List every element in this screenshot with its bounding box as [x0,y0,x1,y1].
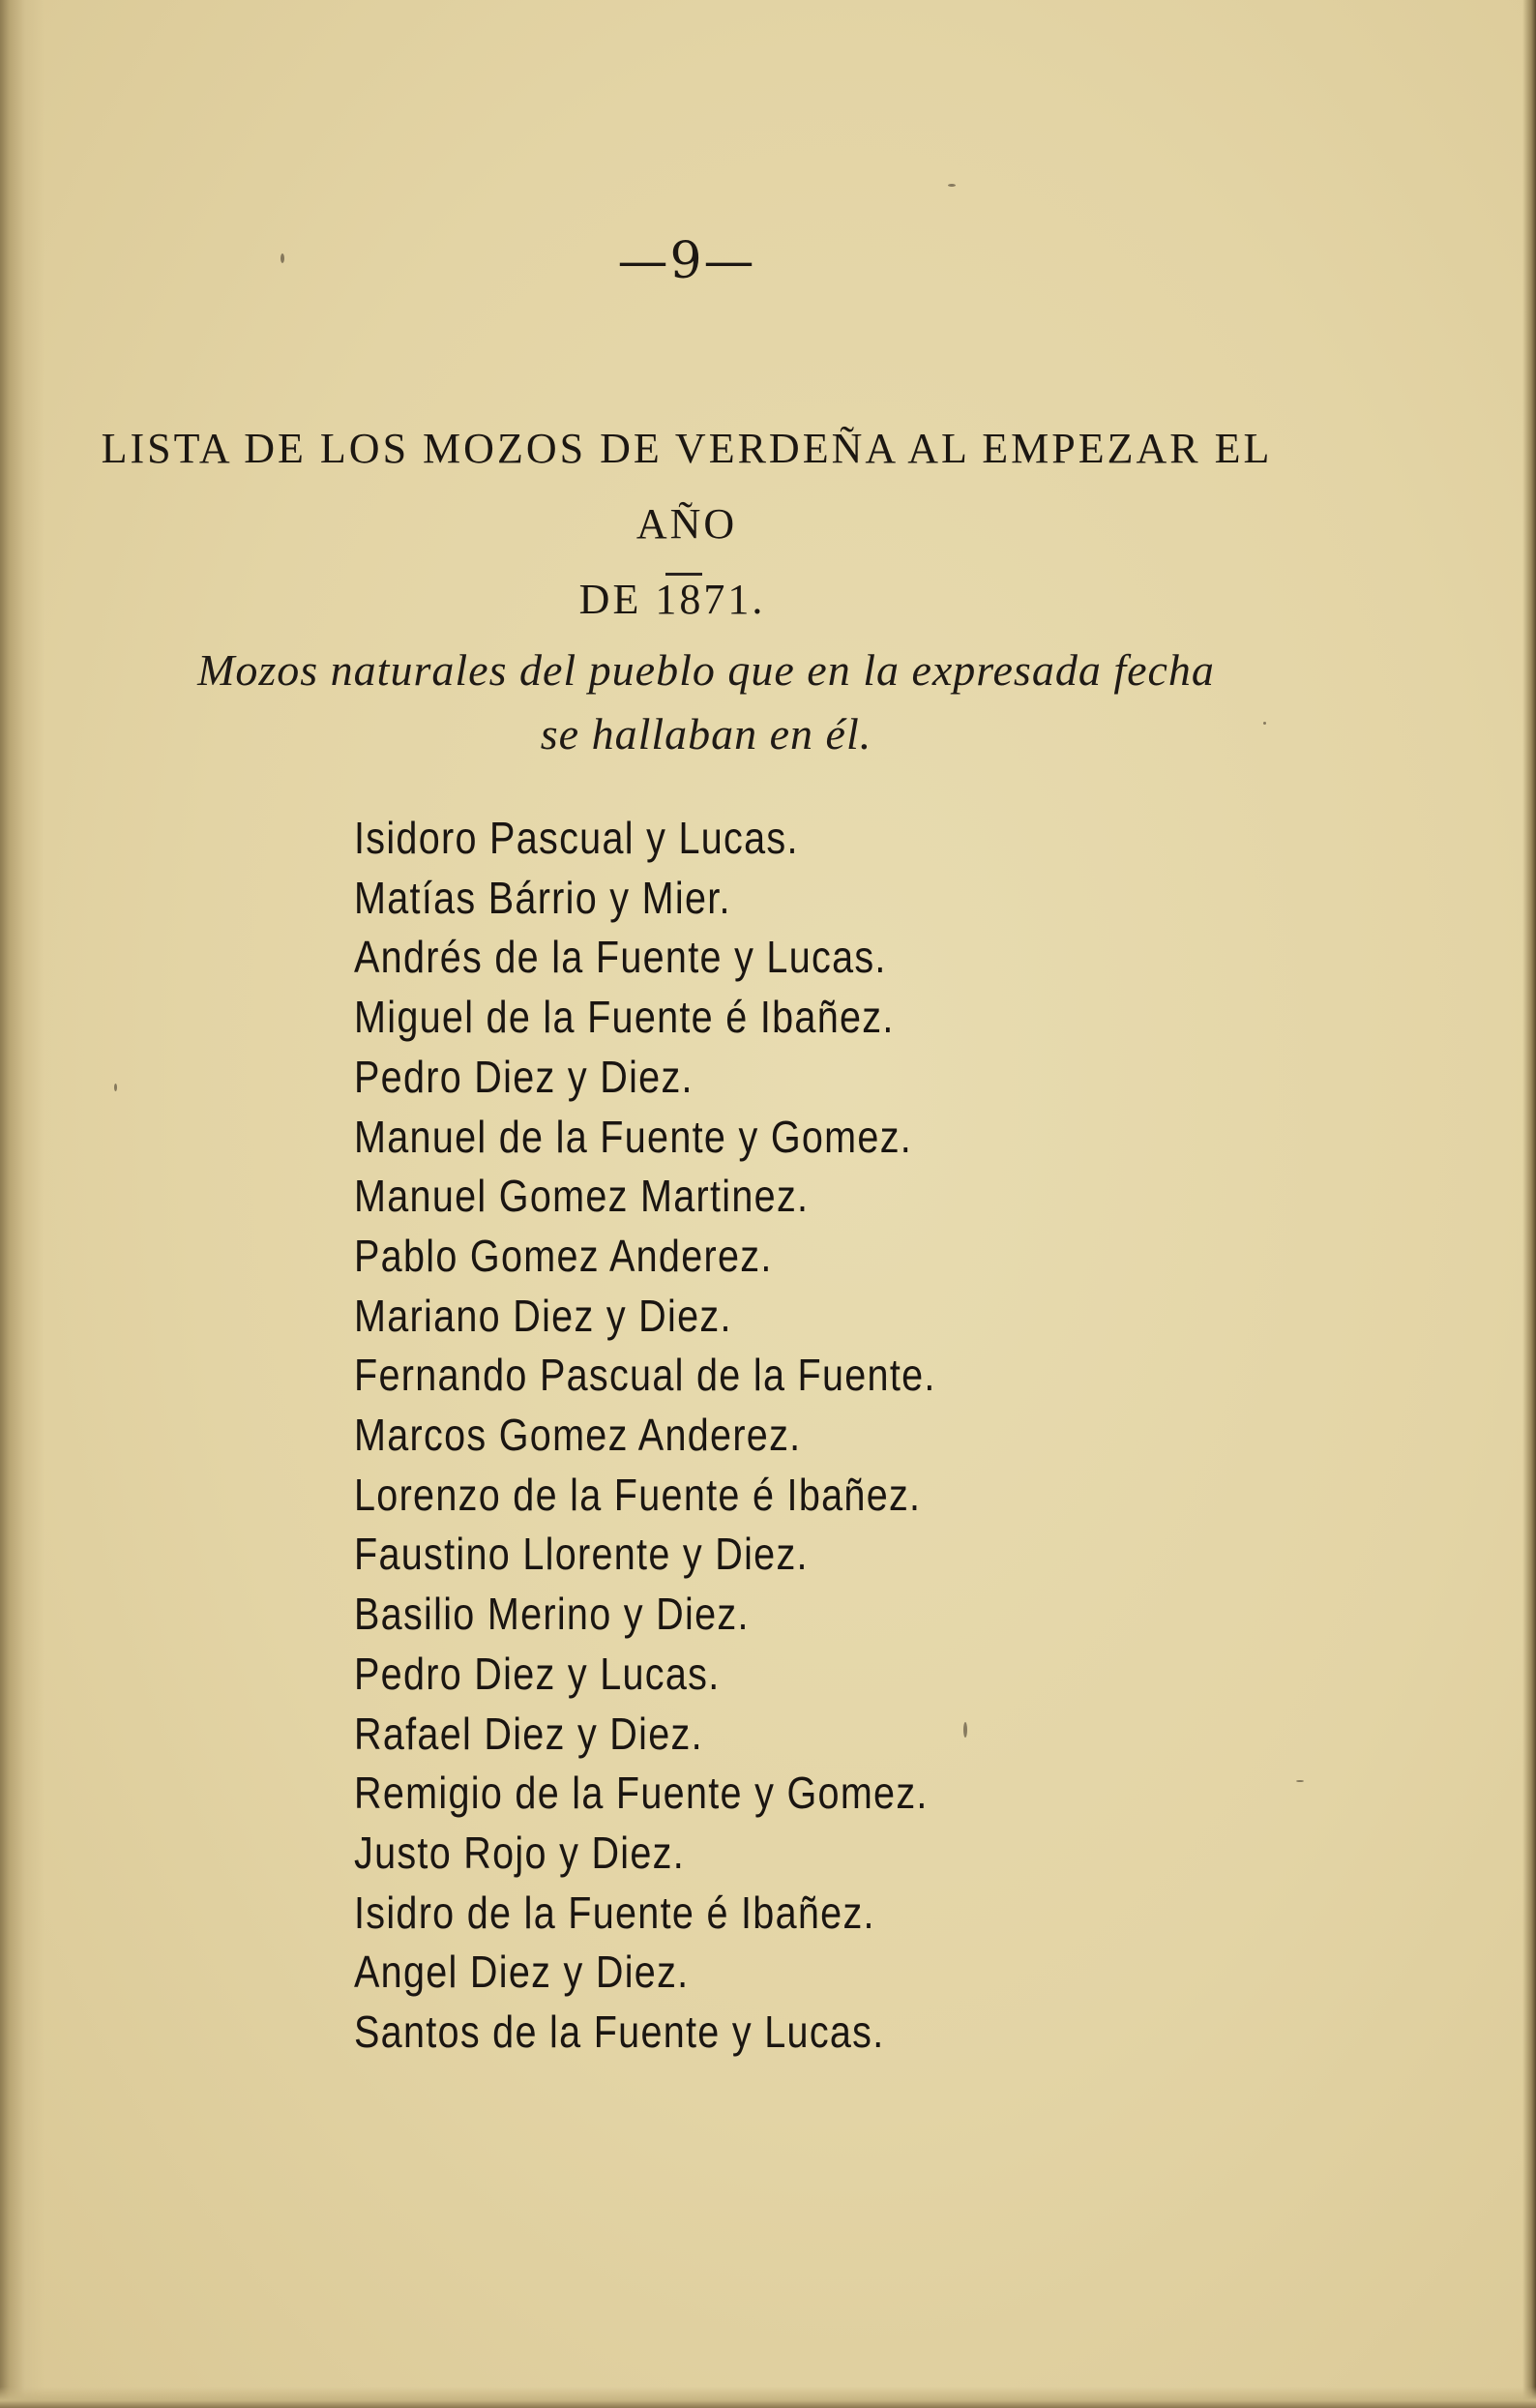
list-item: Basilio Merino y Diez. [354,1589,750,1640]
list-item: Isidoro Pascual y Lucas. [354,813,799,863]
section-rule [665,573,702,576]
list-item: Manuel Gomez Martinez. [354,1171,810,1222]
list-item: Isidro de la Fuente é Ibañez. [354,1887,875,1938]
page-number: —9— [617,232,756,290]
list-item: Pedro Diez y Diez. [354,1051,694,1102]
list-item: Pablo Gomez Anderez. [354,1230,773,1281]
subtitle-line-1: Mozos naturales del pueblo que en la expresada fecha [197,645,1215,695]
section-subtitle [97,639,1315,766]
list-item: Fernando Pascual de la Fuente. [354,1350,936,1401]
page-right-edge [1522,0,1536,2408]
heading-line-1: LISTA DE LOS MOZOS DE VERDEÑA AL EMPEZAR EL AÑO [101,425,1273,548]
page-bottom-edge [0,2387,1536,2408]
list-item: Miguel de la Fuente é Ibañez. [354,992,895,1043]
list-item: Angel Diez y Diez. [354,1947,690,1998]
list-item: Rafael Diez y Diez. [354,1708,703,1759]
list-item: Remigio de la Fuente y Gomez. [354,1768,929,1819]
paper-speck [114,1084,117,1091]
paper-speck [1296,1780,1304,1782]
paper-speck [948,184,956,187]
list-item: Pedro Diez y Lucas. [354,1648,721,1699]
list-item: Faustino Llorente y Diez. [354,1529,809,1580]
list-item: Andrés de la Fuente y Lucas. [354,932,887,983]
list-item: Manuel de la Fuente y Gomez. [354,1111,913,1162]
list-item: Santos de la Fuente y Lucas. [354,2007,885,2058]
list-item: Marcos Gomez Anderez. [354,1410,802,1461]
heading-line-2: DE 1871. [578,576,766,623]
list-item: Justo Rojo y Diez. [354,1827,686,1878]
subtitle-line-2: se hallaban en él. [540,709,872,758]
list-item: Lorenzo de la Fuente é Ibañez. [354,1469,922,1520]
list-heading [77,411,1296,638]
names-list [354,809,1031,2063]
page-left-edge [0,0,44,2408]
list-item: Mariano Diez y Diez. [354,1290,732,1341]
list-item: Matías Bárrio y Mier. [354,872,731,923]
